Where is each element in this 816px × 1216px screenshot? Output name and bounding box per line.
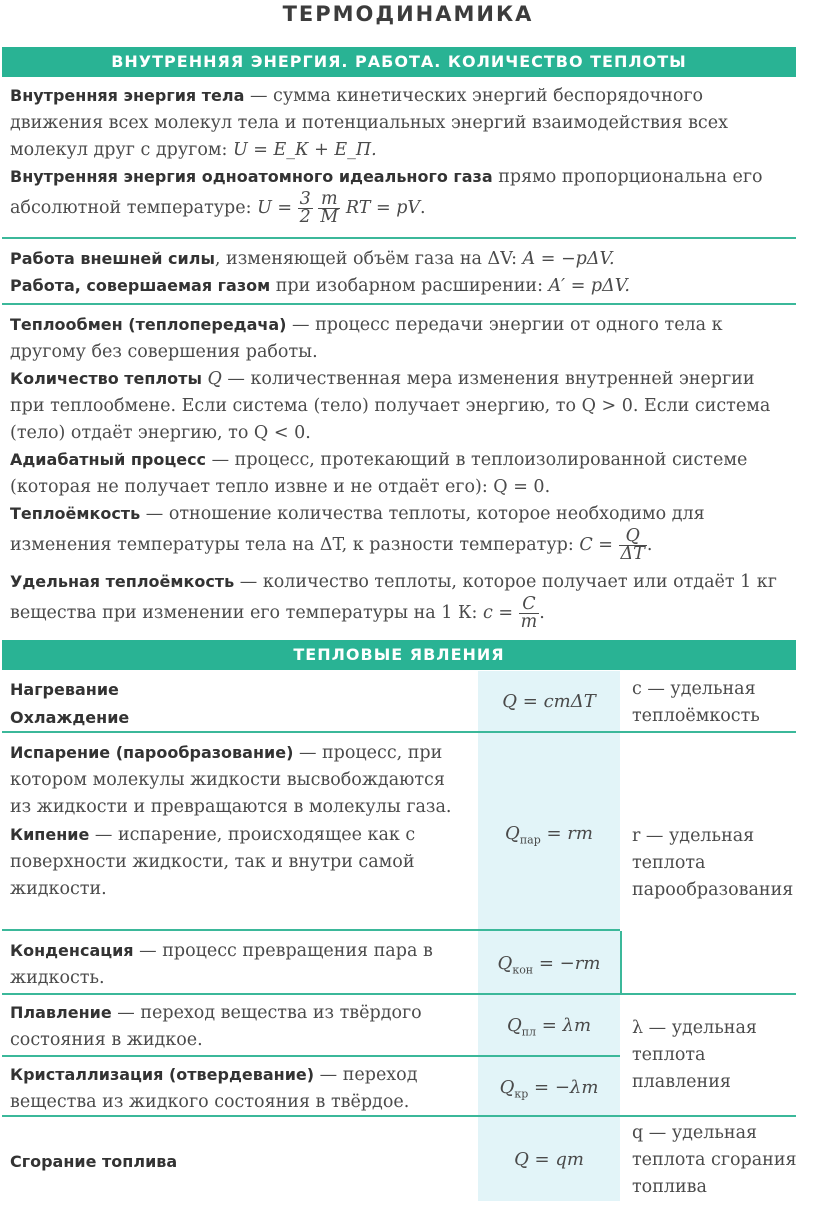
divider <box>2 929 620 931</box>
heat-capacity-term: Теплоёмкость <box>10 504 141 523</box>
adiabatic-term: Адиабатный процесс <box>10 450 207 469</box>
boiling-definition: — испарение, происходящее как с поверхности жидкости, так и внутри самой жидкости. <box>10 825 416 899</box>
divider <box>2 303 796 305</box>
internal-energy-paragraph <box>10 82 794 164</box>
specific-heat-paragraph <box>10 568 794 631</box>
row-crystallization <box>10 1061 470 1116</box>
heat-capacity-formula: C = $\frac{Q}{\Delta T}$ . <box>579 526 653 564</box>
external-work-formula: A = −pΔV. <box>522 249 615 269</box>
condensation-definition: — процесс превращения пара в жидкость. <box>10 941 433 988</box>
internal-energy-term: Внутренняя энергия тела <box>10 86 245 105</box>
section-header-energy: ВНУТРЕННЯЯ ЭНЕРГИЯ. РАБОТА. КОЛИЧЕСТВО ТЕПЛОТЫ <box>2 47 796 77</box>
heating-term: Нагревание <box>10 680 119 699</box>
condensation-term: Конденсация <box>10 941 134 960</box>
heat-amount-paragraph <box>10 365 794 447</box>
ideal-gas-term: Внутренняя энергия одноатомного идеального газа <box>10 167 493 186</box>
gas-work-paragraph <box>10 272 794 300</box>
specific-heat-formula: c = $\frac{C}{m}$ . <box>482 594 545 632</box>
gas-work-formula: A′ = pΔV. <box>548 276 630 296</box>
formula-column <box>478 671 620 1201</box>
gas-work-term: Работа, совершаемая газом <box>10 276 271 295</box>
melting-formula: $Q_{пл} = \lambda m$ <box>506 1015 592 1039</box>
heat-exchange-paragraph <box>10 311 794 366</box>
row-condensation <box>10 937 470 992</box>
ideal-gas-definition: прямо пропорциональна его абсолютной температуре: <box>10 167 763 218</box>
ideal-gas-formula: U = $\frac{3}{2}$ $\frac{m}{M}$ RT = pV. <box>257 189 426 227</box>
heat-exchange-term: Теплообмен (теплопередача) <box>10 315 287 334</box>
row-evaporation <box>10 739 470 903</box>
condensation-formula: $Q_{кон} = -rm$ <box>497 953 601 977</box>
heat-amount-symbol: Q <box>201 369 222 389</box>
divider <box>2 993 796 995</box>
gas-work-definition: при изобарном расширении: <box>270 276 549 296</box>
divider <box>2 1115 796 1117</box>
adiabatic-definition: — процесс, протекающий в теплоизолированной системе (которая не получает тепло извне и не отдаёт его): Q = 0. <box>10 450 748 497</box>
combustion-formula: Q = qm <box>514 1149 584 1170</box>
internal-energy-formula: U = E_К + E_П. <box>232 140 377 160</box>
combustion-note: q — удельная теплота сгорания топлива <box>632 1123 797 1197</box>
heat-amount-definition: — количественная мера изменения внутренней энергии при теплообмене. Если система (тело) получает энергию, то Q > 0. Если система (тело) отдаёт энергию, то Q < 0. <box>10 369 771 443</box>
divider <box>2 237 796 239</box>
heat-capacity-paragraph <box>10 500 794 563</box>
melting-note: λ — удельная теплота плавления <box>632 1018 757 1092</box>
external-work-paragraph <box>10 245 794 273</box>
heating-note: c — удельная теплоёмкость <box>632 679 760 726</box>
row-melting <box>10 999 470 1054</box>
external-work-definition: , изменяющей объём газа на ΔV: <box>214 249 523 269</box>
specific-heat-term: Удельная теплоёмкость <box>10 572 235 591</box>
evaporation-note: r — удельная теплота парообразования <box>632 826 794 900</box>
crystallization-definition: — переход вещества из жидкого состояния в твёрдое. <box>10 1065 418 1112</box>
cooling-term: Охлаждение <box>10 708 130 727</box>
divider <box>2 1055 620 1057</box>
heating-formula: Q = cmΔT <box>502 691 596 712</box>
boiling-term: Кипение <box>10 825 90 844</box>
crystallization-term: Кристаллизация (отвердевание) <box>10 1065 315 1084</box>
heat-capacity-definition: — отношение количества теплоты, которое необходимо для изменения температуры тела на ΔT, к разности температур: <box>10 504 705 555</box>
combustion-term: Сгорание топлива <box>10 1152 178 1171</box>
section-header-thermal: ТЕПЛОВЫЕ ЯВЛЕНИЯ <box>2 640 796 670</box>
page-title: ТЕРМОДИНАМИКА <box>282 2 534 26</box>
ideal-gas-paragraph <box>10 163 794 226</box>
melting-term: Плавление <box>10 1003 112 1022</box>
divider <box>2 731 796 733</box>
divider <box>620 931 622 993</box>
external-work-term: Работа внешней силы <box>10 249 215 268</box>
row-combustion <box>10 1148 470 1176</box>
evaporation-formula: $Q_{пар}$ = rm <box>505 823 593 847</box>
evaporation-term: Испарение (парообразование) <box>10 743 294 762</box>
melting-definition: — переход вещества из твёрдого состояния в жидкое. <box>10 1003 422 1050</box>
row-heating-cooling <box>10 676 470 732</box>
heat-exchange-definition: — процесс передачи энергии от одного тела к другому без совершения работы. <box>10 315 723 362</box>
adiabatic-paragraph <box>10 446 794 501</box>
evaporation-definition: — процесс, при котором молекулы жидкости высвобождаются из жидкости и превращаются в молекулы газа. <box>10 743 452 817</box>
heat-amount-term: Количество теплоты <box>10 369 202 388</box>
crystallization-formula: $Q_{кр} = -\lambda m$ <box>499 1077 599 1101</box>
specific-heat-definition: — количество теплоты, которое получает или отдаёт 1 кг вещества при изменении его температуры на 1 К: <box>10 572 777 623</box>
internal-energy-definition: — сумма кинетических энергий беспорядочного движения всех молекул тела и потенциальных энергий взаимодействия всех молекул друг с другом: <box>10 86 728 160</box>
